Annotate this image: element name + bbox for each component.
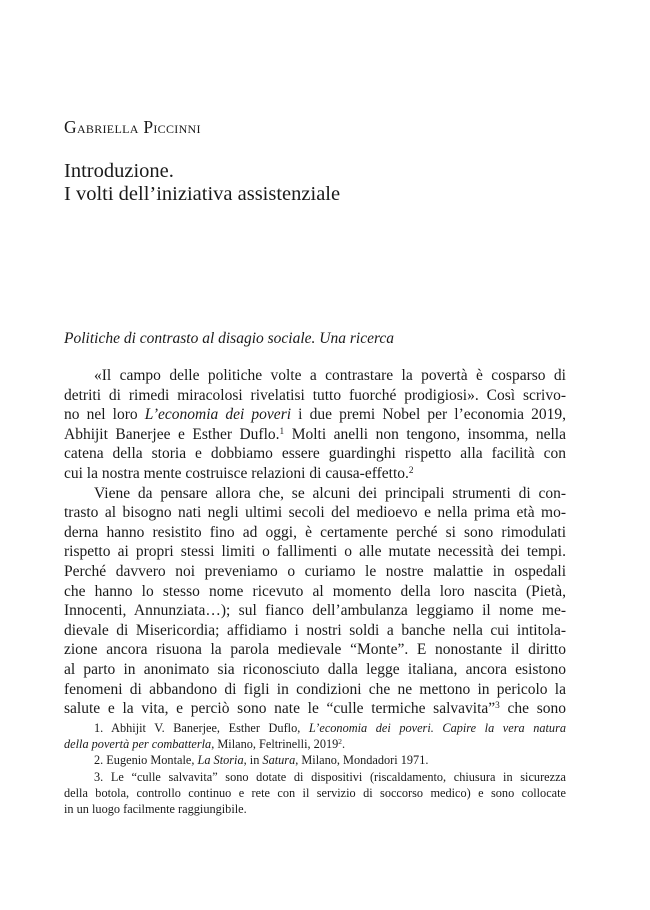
text-line: che hanno lo stesso nome ricevuto al momento della loro nascita (Pietà, (64, 582, 566, 600)
chapter-title-line-2: I volti dell’iniziativa assistenziale (64, 183, 341, 205)
text-line: «Il campo delle politiche volte a contrastare la povertà è cosparso di (94, 367, 566, 384)
text-line: rispetto ai propri stessi limiti o fallimenti o alle mutate necessità dei tempi. (64, 543, 566, 561)
footnote-3-line: della botola, controllo continuo e rete con il servizio di soccorso medico) e sono collocate (64, 785, 566, 800)
footnote-ref[interactable]: 1 (279, 426, 285, 437)
chapter-title (64, 160, 340, 206)
footnote-ref[interactable]: 3 (495, 700, 500, 711)
chapter-title-line-1: Introduzione. (64, 160, 174, 182)
footnotes (64, 720, 566, 817)
body-text (64, 366, 566, 719)
text-line: fenomeni di abbandono di figli in condizioni che ne mettono in pericolo la (64, 680, 566, 698)
text-line: Innocenti, Annunziata…); sul fianco dell’ambulanza leggiamo il nome me- (64, 602, 566, 620)
footnote-ref[interactable]: 2 (408, 465, 414, 476)
footnote-3-line: 3. Le “culle salvavita” sono dotate di dispositivi (riscaldamento, chiusura in sicurezza (94, 769, 566, 784)
footnote-3-line: in un luogo facilmente raggiungibile. (64, 801, 247, 816)
text-line: trasto al bisogno nati negli ultimi secoli del medioevo e nella prima età mo- (64, 504, 566, 522)
section-heading: Politiche di contrasto al disagio sociale. Una ricerca (64, 330, 395, 347)
text-line: detriti di rimedi miracolosi rivelatisi tutto fuorché prodigiosi». Così scrivo- (64, 386, 566, 404)
author-name: Gabriella Piccinni (64, 117, 201, 137)
footnote-1-line: della povertà per combatterla, Milano, Feltrinelli, 2019$^2$. (64, 737, 346, 752)
text-line: al parto in anonimato sia riconosciuto dalla legge italiana, ancora esistono (64, 660, 566, 678)
text-line: Perché davvero noi preveniamo o curiamo le nostre malattie in ospedali (64, 562, 566, 580)
text-line: dievale di Misericordia; affidiamo i nostri soldi a banche nella cui intitola- (64, 621, 566, 639)
footnote-2: 2. Eugenio Montale, La Storia, in Satura, Milano, Mondadori 1971. (94, 753, 429, 768)
text-line: no nel loro L’economia dei poveri i due premi Nobel per l’economia 2019, (64, 406, 567, 424)
text-line: zione ancora risuona la parola medievale “Monte”. E nonostante il diritto (64, 641, 566, 659)
text-line: catena della storia e dobbiamo essere guardinghi rispetto alla facilità con (64, 445, 566, 463)
footnote-1-line: 1. Abhijit V. Banerjee, Esther Duflo, L’economia dei poveri. Capire la vera natura (94, 721, 566, 735)
text-line: derna hanno resistito fino ad oggi, è certamente perché si sono rimodulati (64, 523, 566, 541)
text-line: salute e la vita, e perciò sono nate le “culle termiche salvavita”$^3$ che sono (64, 700, 566, 718)
book-title: L’economia dei poveri (144, 406, 292, 424)
text-line: Abhijit Banerjee e Esther Duflo.$^1$ Molti anelli non tengono, insomma, nella (64, 425, 566, 443)
text-line: Viene da pensare allora che, se alcuni dei principali strumenti di con- (94, 484, 566, 502)
text-line: cui la nostra mente costruisce relazioni di causa-effetto.$^2$ (64, 464, 414, 482)
